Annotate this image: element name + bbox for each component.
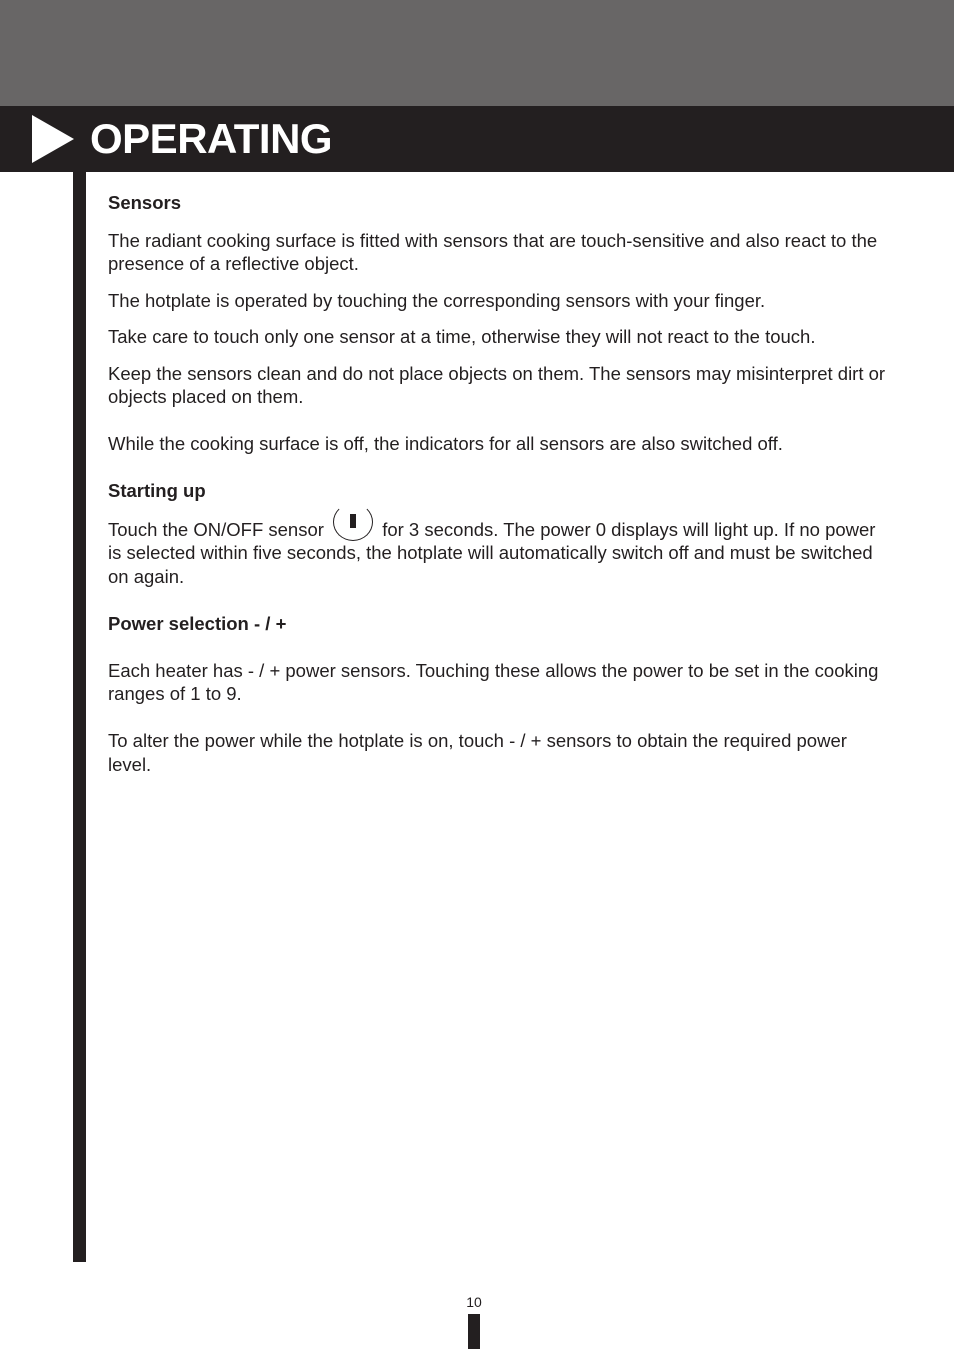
title-bar — [0, 106, 954, 172]
starting-up-heading: Starting up — [108, 480, 206, 501]
sensors-paragraph-5: While the cooking surface is off, the indicators for all sensors are also switched off. — [108, 433, 783, 454]
sensors-paragraph-3: Take care to touch only one sensor at a time, otherwise they will not react to the touch. — [108, 326, 816, 347]
power-selection-paragraph-1: Each heater has - / + power sensors. Touching these allows the power to be set in the cooking ranges of 1 to 9. — [108, 659, 879, 704]
sensors-paragraph-4: Keep the sensors clean and do not place objects on them. The sensors may misinterpret dirt or objects placed on them. — [108, 362, 886, 407]
sensors-heading: Sensors — [108, 192, 182, 213]
power-icon — [333, 503, 373, 541]
page-number: 10 — [466, 1294, 482, 1310]
play-arrow-icon — [32, 115, 74, 163]
sensors-paragraph-1: The radiant cooking surface is fitted with sensors that are touch-sensitive and also react to the presence of a reflective object. — [108, 229, 878, 274]
starting-up-paragraph — [108, 503, 888, 589]
left-margin-rule — [73, 172, 86, 1262]
power-selection-paragraph-2: To alter the power while the hotplate is on, touch - / + sensors to obtain the required power level. — [108, 730, 847, 775]
page-tab-marker — [468, 1314, 480, 1349]
main-content — [108, 191, 888, 776]
power-selection-heading: Power selection - / + — [108, 612, 287, 634]
header-band — [0, 0, 954, 106]
sensors-paragraph-2: The hotplate is operated by touching the corresponding sensors with your finger. — [108, 289, 766, 311]
starting-up-text-after: for 3 seconds. The power 0 displays will light up. If no power is selected within five seconds, the hotplate will automatically switch off and must be switched on again. — [108, 518, 876, 587]
page-title: OPERATING — [90, 115, 333, 162]
starting-up-text-before: Touch the ON/OFF sensor — [108, 518, 324, 540]
